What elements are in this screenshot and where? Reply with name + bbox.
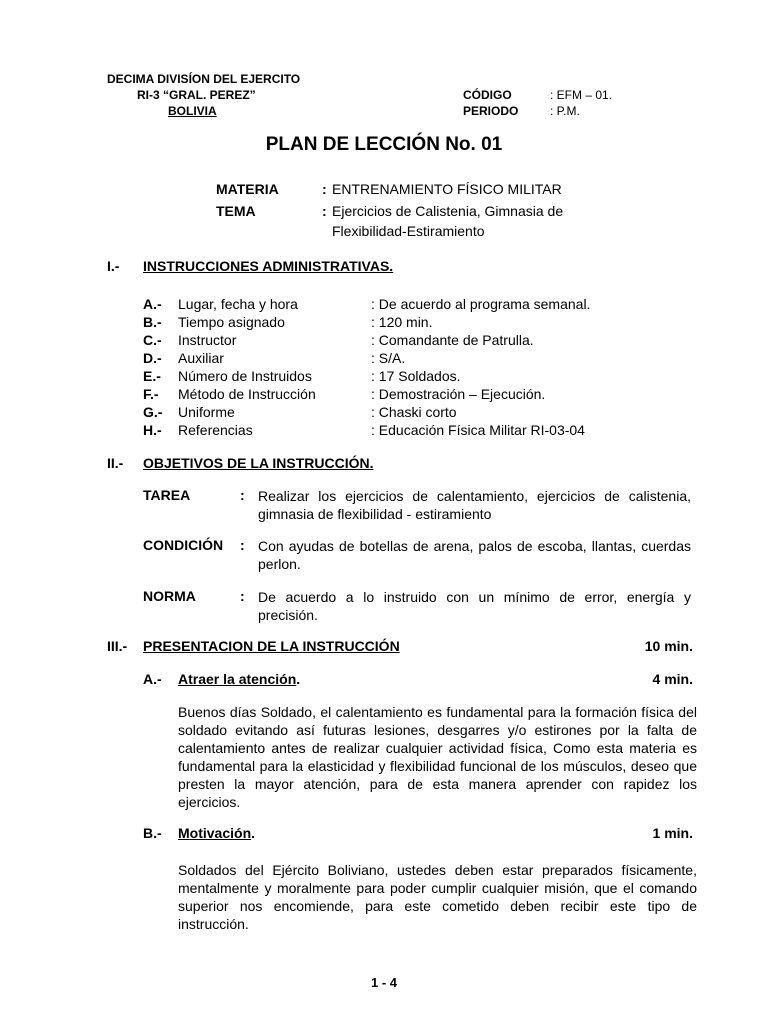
tarea-label: TAREA [143, 487, 191, 503]
admin-item-value: : 120 min. [371, 314, 433, 330]
subsection-a-text: Buenos días Soldado, el calentamiento es fundamental para la formación física del soldado evitando así futuras lesiones, desgarres y/o estirones por la falta de calentamiento antes de realizar cualquier actividad física, Como esta materia es fundamental para la elasticidad y flexibilidad funcional de los músculos, deseo que presten la mayor atención, para de esta manera aprender con rapidez los ejercicios. [178, 704, 697, 810]
admin-item-label: Auxiliar [178, 350, 224, 366]
subsection-a-title: Atraer la atención [178, 671, 297, 687]
tarea-colon: : [240, 487, 245, 503]
org-name: DECIMA DIVISÍON DEL EJERCITO [107, 72, 301, 86]
section3-number: III.- [107, 638, 128, 654]
admin-item-value: : Chaski corto [371, 404, 457, 420]
admin-item-letter: C.- [143, 332, 162, 348]
subsection-b-heading [178, 825, 255, 841]
section2-number: II.- [107, 455, 124, 471]
admin-item-value: : Comandante de Patrulla. [371, 332, 534, 348]
admin-item-letter: D.- [143, 350, 162, 366]
page-number: 1 - 4 [370, 975, 397, 990]
section2-title: OBJETIVOS DE LA INSTRUCCIÓN. [143, 455, 374, 471]
codigo-value: : EFM – 01. [550, 88, 613, 102]
condicion-colon: : [240, 537, 245, 553]
admin-item-value: : Demostración – Ejecución. [371, 386, 546, 402]
subsection-a-heading [178, 671, 300, 687]
admin-item-value: : S/A. [371, 350, 406, 366]
materia-colon: : [322, 181, 327, 197]
admin-item-label: Instructor [178, 332, 237, 348]
admin-item-value: : Educación Física Militar RI-03-04 [371, 422, 585, 438]
norma-text: De acuerdo a lo instruido con un mínimo de error, energía y precisión. [258, 589, 691, 623]
condicion-label: CONDICIÓN [143, 537, 224, 553]
org-unit: RI-3 “GRAL. PEREZ” [137, 88, 256, 102]
tema-label: TEMA [216, 203, 256, 219]
periodo-label: PERIODO [463, 104, 519, 118]
admin-item-letter: F.- [143, 386, 159, 402]
subsection-b-title: Motivación [178, 825, 252, 841]
admin-item-label: Número de Instruidos [178, 368, 312, 384]
admin-item-letter: E.- [143, 368, 161, 384]
admin-item-value: : De acuerdo al programa semanal. [371, 296, 591, 312]
subsection-b-letter: B.- [143, 825, 162, 841]
subsection-b-text: Soldados del Ejército Boliviano, ustedes deben estar preparados físicamente, mentalmente y moralmente para poder cumplir cualquier misión, que el comando superior nos encomiende, para este cometido deben recibir este tipo de instrucción. [178, 862, 697, 932]
admin-item-letter: G.- [143, 404, 163, 420]
condicion-text: Con ayudas de botellas de arena, palos de escoba, llantas, cuerdas perlon. [258, 538, 691, 572]
materia-label: MATERIA [216, 181, 279, 197]
subsection-b-dot: . [251, 825, 256, 841]
admin-item-letter: A.- [143, 296, 162, 312]
section1-number: I.- [107, 258, 120, 274]
tarea-text: Realizar los ejercicios de calentamiento, ejercicios de calistenia, gimnasia de flexibilidad - estiramiento [258, 488, 691, 522]
norma-colon: : [240, 588, 245, 604]
subsection-b-time: 1 min. [652, 825, 693, 841]
periodo-value: : P.M. [550, 104, 580, 118]
admin-item-label: Uniforme [178, 404, 235, 420]
admin-item-letter: B.- [143, 314, 162, 330]
tema-value-line2: Flexibilidad-Estiramiento [332, 223, 485, 239]
subsection-a-dot: . [296, 671, 301, 687]
admin-item-letter: H.- [143, 422, 162, 438]
admin-item-label: Referencias [178, 422, 253, 438]
tema-colon: : [322, 203, 327, 219]
page-title: PLAN DE LECCIÓN No. 01 [265, 134, 503, 155]
admin-item-label: Método de Instrucción [178, 386, 316, 402]
subsection-a-letter: A.- [143, 671, 162, 687]
section3-title: PRESENTACION DE LA INSTRUCCIÓN [143, 638, 400, 654]
codigo-label: CÓDIGO [463, 88, 512, 102]
admin-item-value: : 17 Soldados. [371, 368, 461, 384]
admin-item-label: Lugar, fecha y hora [178, 296, 298, 312]
admin-item-label: Tiempo asignado [178, 314, 285, 330]
org-country: BOLIVIA [168, 104, 217, 118]
materia-value: ENTRENAMIENTO FÍSICO MILITAR [332, 181, 562, 197]
section1-title: INSTRUCCIONES ADMINISTRATIVAS. [143, 258, 394, 274]
tema-value-line1: Ejercicios de Calistenia, Gimnasia de [332, 203, 564, 219]
subsection-a-time: 4 min. [652, 671, 693, 687]
section3-time: 10 min. [644, 638, 693, 654]
norma-label: NORMA [143, 588, 196, 604]
